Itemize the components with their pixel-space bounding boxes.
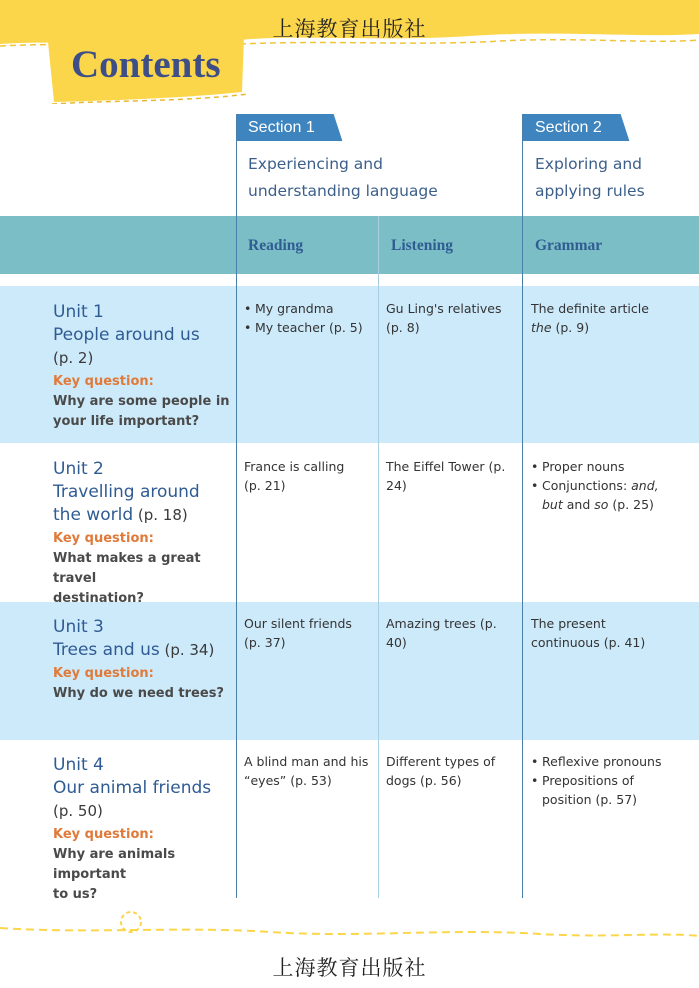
unit-3-reading-line2: (p. 37) <box>244 635 286 650</box>
unit-1-listening-line1: Gu Ling's relatives <box>386 301 502 316</box>
unit-4-number: Unit 4 <box>53 755 104 775</box>
unit-2-reading <box>244 457 374 495</box>
section-1-desc-line1: Experiencing and <box>248 155 383 173</box>
section-2-label: Section 2 <box>535 119 602 136</box>
unit-3-number: Unit 3 <box>53 617 104 637</box>
unit-2-key-line2: destination? <box>53 591 144 606</box>
unit-4-reading-line2: “eyes” (p. 53) <box>244 773 332 788</box>
unit-1-key-label: Key question: <box>53 374 154 389</box>
unit-3-reading <box>244 614 374 652</box>
publisher-footer: 上海教育出版社 <box>272 956 427 980</box>
unit-4-listening-line1: Different types of <box>386 754 496 769</box>
unit-1-name: People around us <box>53 325 200 345</box>
unit-1-grammar-line2 <box>531 318 691 337</box>
bottom-dashed-decoration <box>0 910 699 950</box>
unit-1-info <box>53 301 233 432</box>
unit-4-reading <box>244 752 374 790</box>
section-2-tab <box>523 114 619 141</box>
unit-2-grammar-item <box>531 476 695 514</box>
unit-3-key-label: Key question: <box>53 666 154 681</box>
unit-2-key-line1: What makes a great travel <box>53 551 201 586</box>
column-header-reading: Reading <box>248 237 304 254</box>
column-header-listening: Listening <box>391 237 454 254</box>
unit-3-info <box>53 616 233 704</box>
unit-4-listening <box>386 752 520 790</box>
unit-1-listening-line2: (p. 8) <box>386 320 420 335</box>
unit-2-listening <box>386 457 520 495</box>
unit-4-grammar <box>531 752 695 809</box>
unit-4-key-line2: to us? <box>53 887 98 902</box>
divider-section-1 <box>236 114 237 898</box>
unit-2-grammar-em: but <box>542 497 563 512</box>
unit-4-grammar-item: • Reflexive pronouns <box>531 752 695 771</box>
unit-2-reading-line1: France is calling <box>244 459 345 474</box>
unit-1-key-line2: your life important? <box>53 414 200 429</box>
section-2-description <box>535 151 645 205</box>
unit-2-page: (p. 18) <box>133 506 188 524</box>
unit-1-key-line1: Why are some people in <box>53 394 230 409</box>
section-2-desc-line1: Exploring and <box>535 155 643 173</box>
unit-4-reading-line1: A blind man and his <box>244 754 369 769</box>
unit-1-listening <box>386 299 516 337</box>
unit-4-grammar-item <box>531 771 695 809</box>
unit-2-name-line1: Travelling around <box>53 482 200 502</box>
publisher-header: 上海教育出版社 <box>272 17 427 41</box>
unit-3-grammar-line2: continuous (p. 41) <box>531 635 646 650</box>
unit-4-listening-line2: dogs (p. 56) <box>386 773 462 788</box>
unit-3-key-line1: Why do we need trees? <box>53 686 224 701</box>
unit-3-listening <box>386 614 520 652</box>
unit-2-listening-line1: The Eiffel Tower (p. 24) <box>386 459 506 493</box>
unit-3-grammar <box>531 614 691 652</box>
unit-4-grammar-text: Prepositions of <box>542 773 634 788</box>
section-2-desc-line2: applying rules <box>535 182 645 200</box>
section-1-desc-line2: understanding language <box>248 182 438 200</box>
unit-1-reading <box>244 299 374 337</box>
unit-4-grammar-text: position (p. 57) <box>542 792 638 807</box>
unit-3-listening-line1: Amazing trees (p. 40) <box>386 616 497 650</box>
unit-1-page: (p. 2) <box>53 349 94 367</box>
section-1-description <box>248 151 438 205</box>
unit-3-name: Trees and us <box>53 640 160 660</box>
page-title: Contents <box>71 43 221 86</box>
divider-listening <box>378 216 379 898</box>
unit-2-grammar-em: and, <box>631 478 659 493</box>
unit-4-page: (p. 50) <box>53 802 103 820</box>
unit-2-grammar-em: so <box>594 497 609 512</box>
unit-2-number: Unit 2 <box>53 459 104 479</box>
unit-4-key-line1: Why are animals important <box>53 847 176 882</box>
unit-2-grammar-item: • Proper nouns <box>531 457 695 476</box>
unit-3-page: (p. 34) <box>159 641 215 659</box>
unit-2-grammar-text: and <box>562 497 595 512</box>
unit-3-reading-line1: Our silent friends <box>244 616 352 631</box>
unit-2-reading-line2: (p. 21) <box>244 478 286 493</box>
unit-1-grammar-em: the <box>531 320 552 335</box>
unit-4-name: Our animal friends <box>53 778 212 798</box>
unit-2-key-label: Key question: <box>53 531 154 546</box>
unit-2-grammar <box>531 457 695 514</box>
unit-1-reading-item: • My grandma <box>244 299 374 318</box>
unit-1-grammar-page: (p. 9) <box>551 320 590 335</box>
unit-2-grammar-page: (p. 25) <box>608 497 654 512</box>
divider-section-2 <box>522 114 523 898</box>
unit-1-number: Unit 1 <box>53 302 104 322</box>
column-header-grammar: Grammar <box>535 237 603 254</box>
unit-4-key-label: Key question: <box>53 827 154 842</box>
section-1-label: Section 1 <box>248 119 315 136</box>
unit-2-name-line2: the world <box>53 505 134 525</box>
section-1-tab <box>236 114 332 141</box>
unit-1-grammar-line1: The definite article <box>531 301 649 316</box>
unit-2-grammar-text: Conjunctions: <box>542 478 632 493</box>
unit-1-grammar <box>531 299 691 337</box>
unit-4-info <box>53 754 233 905</box>
unit-2-info <box>53 458 233 609</box>
unit-3-grammar-line1: The present <box>531 616 606 631</box>
unit-1-reading-item: • My teacher (p. 5) <box>244 318 374 337</box>
